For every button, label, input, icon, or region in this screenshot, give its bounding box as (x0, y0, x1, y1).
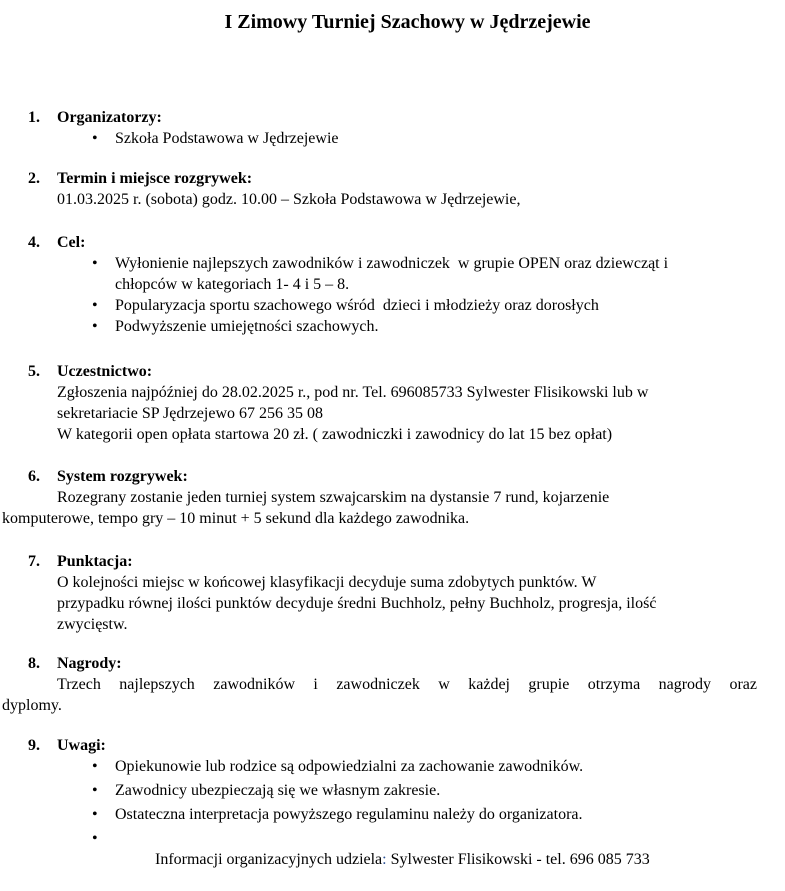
paragraph-line: Zgłoszenia najpóźniej do 28.02.2025 r., pod nr. Tel. 696085733 Sylwester Flisikowski lub w (57, 384, 649, 401)
bullet-list (0, 253, 785, 337)
section-organizatorzy (0, 107, 785, 149)
section-heading: Cel: (57, 234, 86, 251)
list-item (0, 253, 785, 295)
list-item-text: chłopców w kategoriach 1- 4 i 5 – 8. (115, 276, 350, 293)
list-item-text (115, 828, 749, 891)
section-uwagi (0, 735, 785, 891)
section-body (2, 487, 757, 529)
section-heading: Nagrody: (57, 655, 122, 672)
list-item-text: • Podwyższenie umiejętności szachowych. (115, 318, 379, 335)
section-number: 6. (28, 468, 40, 485)
contact-label: Informacji organizacyjnych udziela (155, 851, 383, 868)
section-termin-i-miejsce (0, 168, 785, 210)
contact-info: Sylwester Flisikowski - tel. 696 085 733 (386, 851, 650, 868)
section-cel (0, 232, 785, 337)
section-body (57, 189, 757, 210)
section-system-rozgrywek (0, 466, 785, 529)
section-heading: System rozgrywek: (57, 468, 188, 485)
paragraph-line: komputerowe, tempo gry – 10 minut + 5 sekund dla każdego zawodnika. (2, 510, 470, 527)
section-number: 1. (28, 109, 40, 126)
list-item-text: • Ostateczna interpretacja powyższego regulaminu należy do organizatora. (115, 806, 583, 823)
paragraph-line: W kategorii open opłata startowa 20 zł. ( zawodniczki i zawodnicy do lat 15 bez opłat) (57, 426, 613, 443)
paragraph-line: O kolejności miejsc w końcowej klasyfikacji decyduje suma zdobytych punktów. W (57, 574, 597, 591)
section-number: 4. (28, 234, 40, 251)
paragraph-line: dyplomy. (2, 697, 62, 714)
bullet-list (0, 128, 785, 149)
section-number: 8. (28, 655, 40, 672)
page-title: I Zimowy Turniej Szachowy w Jędrzejewie (224, 11, 591, 33)
section-heading: Termin i miejsce rozgrywek: (57, 170, 253, 187)
section-heading-row (0, 361, 785, 382)
section-punktacja (0, 551, 785, 635)
section-number: 7. (28, 553, 40, 570)
accent-colon: : (382, 851, 387, 868)
section-heading-row (0, 551, 785, 572)
paragraph-line: Rozegrany zostanie jeden turniej system szwajcarskim na dystansie 7 rund, kojarzenie (57, 489, 610, 506)
section-heading-row (0, 466, 785, 487)
section-body (2, 674, 757, 716)
section-heading: Uwagi: (57, 737, 106, 754)
paragraph-line: przypadku równej ilości punktów decyduje średni Buchholz, pełny Buchholz, progresja, ilość (57, 595, 657, 612)
list-item (0, 756, 785, 777)
paragraph-line: zwycięstw. (57, 616, 128, 633)
section-heading-row (0, 653, 785, 674)
section-heading-row (0, 107, 785, 128)
list-item (0, 316, 785, 337)
section-heading-row (0, 735, 785, 756)
list-item (0, 828, 785, 891)
section-heading: Organizatorzy: (57, 109, 162, 126)
section-uczestnictwo (0, 361, 785, 445)
list-item (0, 780, 785, 801)
list-item-text: • Szkoła Podstawowa w Jędrzejewie (115, 130, 339, 147)
list-item-text: • Opiekunowie lub rodzice są odpowiedzialni za zachowanie zawodników. (115, 758, 584, 775)
section-number: 5. (28, 363, 40, 380)
paragraph-line: sekretariacie SP Jędrzejewo 67 256 35 08 (57, 405, 323, 422)
paragraph-line: Trzech najlepszych zawodników i zawodniczek w każdej grupie otrzyma nagrody oraz (57, 676, 757, 693)
bullet-list (0, 756, 785, 891)
list-item-text: • Zawodnicy ubezpieczają się we własnym zakresie. (115, 782, 441, 799)
section-heading-row (0, 168, 785, 189)
section-body (57, 572, 761, 635)
section-number: 2. (28, 170, 40, 187)
list-item-text: • Popularyzacja sportu szachowego wśród dzieci i młodzieży oraz dorosłych (115, 297, 599, 314)
list-item (0, 128, 785, 149)
list-item-text: • Wyłonienie najlepszych zawodników i zawodniczek w grupie OPEN oraz dziewcząt i (115, 255, 669, 272)
section-number: 9. (28, 737, 40, 754)
section-heading-row (0, 232, 785, 253)
section-heading: Punktacja: (57, 553, 133, 570)
list-item (0, 804, 785, 825)
section-nagrody (0, 653, 785, 716)
list-item (0, 295, 785, 316)
section-heading: Uczestnictwo: (57, 363, 153, 380)
paragraph-line: 01.03.2025 r. (sobota) godz. 10.00 – Szkoła Podstawowa w Jędrzejewie, (57, 191, 521, 208)
section-body (57, 382, 757, 445)
